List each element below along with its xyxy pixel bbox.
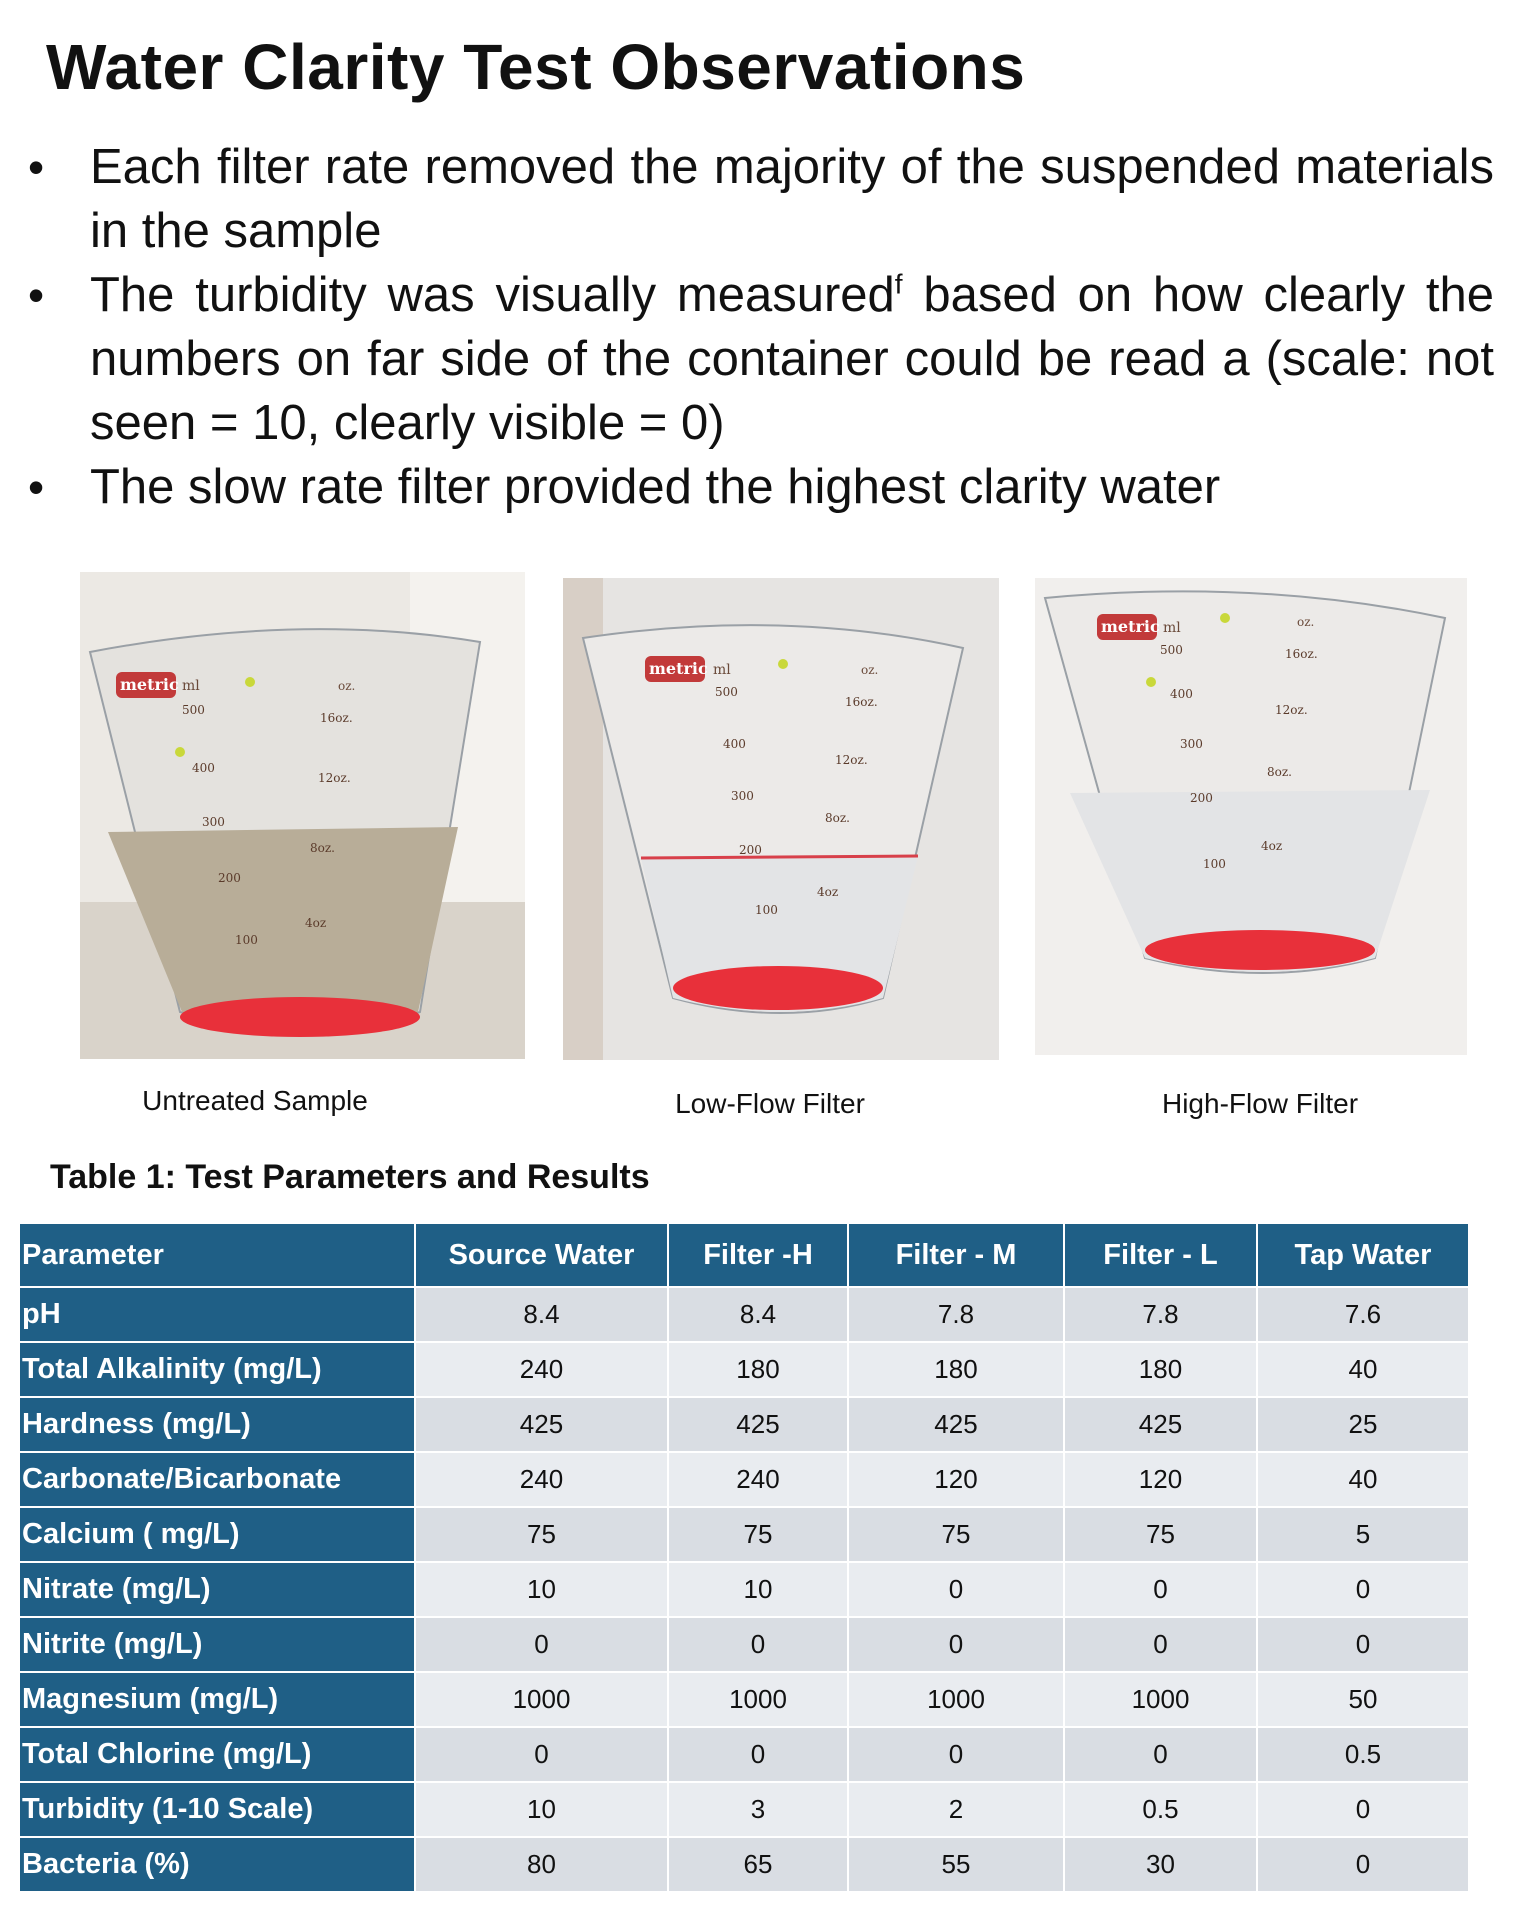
parameter-cell: Turbidity (1-10 Scale)	[19, 1782, 415, 1837]
oz-mark: 12oz.	[1275, 703, 1308, 717]
photo-caption: Untreated Sample	[142, 1085, 368, 1116]
parameter-cell: Magnesium (mg/L)	[19, 1672, 415, 1727]
value-cell: 0	[848, 1727, 1064, 1782]
table-title: Table 1: Test Parameters and Results	[50, 1158, 650, 1196]
column-header: Filter -H	[668, 1223, 848, 1287]
observation-item	[24, 135, 1494, 263]
table-row	[19, 1397, 1469, 1452]
ml-mark: 500	[1160, 643, 1183, 657]
value-cell: 0	[415, 1727, 668, 1782]
value-cell: 425	[848, 1397, 1064, 1452]
value-cell: 1000	[415, 1672, 668, 1727]
table-row	[19, 1617, 1469, 1672]
value-cell: 240	[668, 1452, 848, 1507]
photo-caption: Low-Flow Filter	[675, 1088, 865, 1119]
value-cell: 0	[848, 1562, 1064, 1617]
oz-mark: 8oz.	[825, 811, 850, 825]
value-cell: 2	[848, 1782, 1064, 1837]
cup-ml-unit: ml	[182, 678, 200, 694]
value-cell: 7.6	[1257, 1287, 1469, 1342]
table-row	[19, 1672, 1469, 1727]
value-cell: 8.4	[668, 1287, 848, 1342]
ml-mark: 100	[755, 903, 778, 917]
column-header: Filter - M	[848, 1223, 1064, 1287]
table-header-row	[19, 1223, 1469, 1287]
value-cell: 10	[415, 1782, 668, 1837]
value-cell: 0	[1064, 1562, 1257, 1617]
cup-ml-unit: ml	[713, 662, 731, 678]
cup-oz-unit: oz.	[1297, 615, 1315, 629]
table-row	[19, 1782, 1469, 1837]
value-cell: 180	[848, 1342, 1064, 1397]
cup-oz-unit: oz.	[861, 663, 879, 677]
oz-mark: 8oz.	[310, 841, 335, 855]
parameter-cell: Nitrate (mg/L)	[19, 1562, 415, 1617]
oz-mark: 12oz.	[835, 753, 868, 767]
ml-mark: 200	[1190, 791, 1213, 805]
parameter-cell: Hardness (mg/L)	[19, 1397, 415, 1452]
value-cell: 0	[848, 1617, 1064, 1672]
value-cell: 0	[668, 1617, 848, 1672]
photo-caption: High-Flow Filter	[1161, 1088, 1359, 1119]
ml-mark: 500	[182, 703, 205, 717]
value-cell: 80	[415, 1837, 668, 1892]
observation-text: The slow rate filter provided the highest clarity water	[90, 460, 1221, 514]
value-cell: 1000	[668, 1672, 848, 1727]
ml-mark: 400	[192, 761, 215, 775]
table-row	[19, 1562, 1469, 1617]
untreated-sample-photo	[80, 572, 525, 1059]
parameter-cell: Total Chlorine (mg/L)	[19, 1727, 415, 1782]
value-cell: 75	[1064, 1507, 1257, 1562]
parameter-cell: Carbonate/Bicarbonate	[19, 1452, 415, 1507]
value-cell: 120	[1064, 1452, 1257, 1507]
oz-mark: 4oz	[817, 885, 839, 899]
cup-brand-label: metric	[649, 659, 708, 678]
oz-mark: 16oz.	[320, 711, 353, 725]
table-row	[19, 1287, 1469, 1342]
observation-list	[24, 135, 1494, 519]
ml-mark: 500	[715, 685, 738, 699]
value-cell: 0	[1064, 1727, 1257, 1782]
value-cell: 40	[1257, 1452, 1469, 1507]
ml-mark: 200	[739, 843, 762, 857]
table-row	[19, 1507, 1469, 1562]
cup-brand-label: metric	[120, 675, 179, 694]
observation-item	[24, 455, 1494, 519]
ml-mark: 400	[723, 737, 746, 751]
value-cell: 120	[848, 1452, 1064, 1507]
value-cell: 240	[415, 1342, 668, 1397]
column-header: Filter - L	[1064, 1223, 1257, 1287]
value-cell: 50	[1257, 1672, 1469, 1727]
observation-text: Each filter rate removed the majority of the suspended materials in the sample	[90, 140, 1494, 258]
value-cell: 10	[668, 1562, 848, 1617]
value-cell: 0	[1257, 1562, 1469, 1617]
value-cell: 65	[668, 1837, 848, 1892]
table-row	[19, 1727, 1469, 1782]
value-cell: 10	[415, 1562, 668, 1617]
ml-mark: 200	[218, 871, 241, 885]
column-header: Parameter	[19, 1223, 415, 1287]
table-row	[19, 1342, 1469, 1397]
value-cell: 425	[415, 1397, 668, 1452]
value-cell: 3	[668, 1782, 848, 1837]
value-cell: 180	[668, 1342, 848, 1397]
value-cell: 25	[1257, 1397, 1469, 1452]
oz-mark: 16oz.	[845, 695, 878, 709]
page-title: Water Clarity Test Observations	[46, 31, 1026, 103]
ml-mark: 100	[235, 933, 258, 947]
value-cell: 40	[1257, 1342, 1469, 1397]
value-cell: 0	[415, 1617, 668, 1672]
value-cell: 7.8	[1064, 1287, 1257, 1342]
value-cell: 75	[848, 1507, 1064, 1562]
observation-text: The turbidity was visually measured	[90, 268, 895, 322]
value-cell: 0	[1257, 1782, 1469, 1837]
ml-mark: 300	[202, 815, 225, 829]
oz-mark: 12oz.	[318, 771, 351, 785]
oz-mark: 4oz	[1261, 839, 1283, 853]
value-cell: 7.8	[848, 1287, 1064, 1342]
table-body	[19, 1287, 1469, 1892]
cup-ml-unit: ml	[1163, 620, 1181, 636]
value-cell: 0	[1257, 1837, 1469, 1892]
high-flow-filter-photo	[1035, 578, 1467, 1055]
column-header: Tap Water	[1257, 1223, 1469, 1287]
value-cell: 425	[668, 1397, 848, 1452]
value-cell: 0	[668, 1727, 848, 1782]
ml-mark: 300	[731, 789, 754, 803]
value-cell: 75	[415, 1507, 668, 1562]
low-flow-filter-photo	[563, 578, 999, 1060]
column-header: Source Water	[415, 1223, 668, 1287]
value-cell: 0.5	[1257, 1727, 1469, 1782]
oz-mark: 4oz	[305, 916, 327, 930]
table-row	[19, 1837, 1469, 1892]
value-cell: 75	[668, 1507, 848, 1562]
cup-brand-label: metric	[1101, 617, 1160, 636]
parameter-cell: pH	[19, 1287, 415, 1342]
value-cell: 55	[848, 1837, 1064, 1892]
ml-mark: 400	[1170, 687, 1193, 701]
value-cell: 30	[1064, 1837, 1257, 1892]
parameter-cell: Calcium ( mg/L)	[19, 1507, 415, 1562]
value-cell: 1000	[1064, 1672, 1257, 1727]
value-cell: 0	[1064, 1617, 1257, 1672]
observation-item	[24, 263, 1494, 455]
value-cell: 0.5	[1064, 1782, 1257, 1837]
parameter-cell: Total Alkalinity (mg/L)	[19, 1342, 415, 1397]
footnote-marker: f	[894, 268, 903, 300]
value-cell: 8.4	[415, 1287, 668, 1342]
ml-mark: 300	[1180, 737, 1203, 751]
observation-text-continued: based on how clearly the numbers on far side of the container could be read a (scale: not seen = 10, clearly visible = 0)	[90, 268, 1494, 450]
value-cell: 240	[415, 1452, 668, 1507]
results-table	[18, 1222, 1470, 1893]
oz-mark: 16oz.	[1285, 647, 1318, 661]
parameter-cell: Bacteria (%)	[19, 1837, 415, 1892]
table-row	[19, 1452, 1469, 1507]
value-cell: 180	[1064, 1342, 1257, 1397]
parameter-cell: Nitrite (mg/L)	[19, 1617, 415, 1672]
value-cell: 1000	[848, 1672, 1064, 1727]
cup-oz-unit: oz.	[338, 679, 356, 693]
value-cell: 5	[1257, 1507, 1469, 1562]
value-cell: 425	[1064, 1397, 1257, 1452]
ml-mark: 100	[1203, 857, 1226, 871]
value-cell: 0	[1257, 1617, 1469, 1672]
oz-mark: 8oz.	[1267, 765, 1292, 779]
